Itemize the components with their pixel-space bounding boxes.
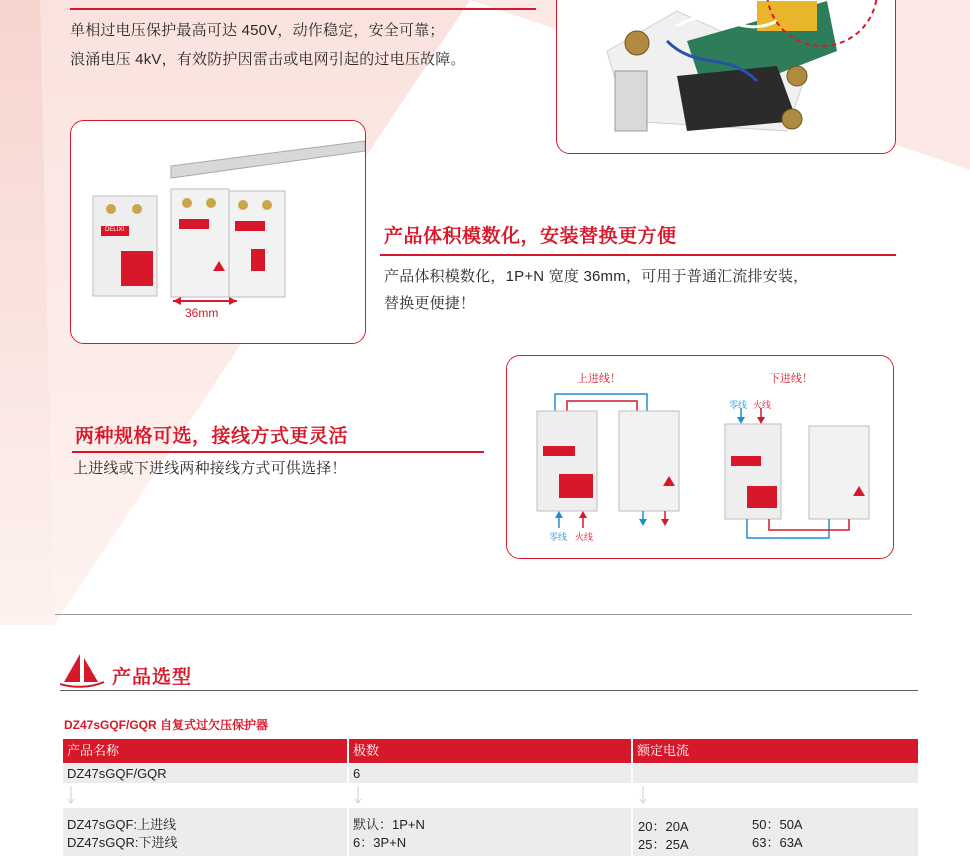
top-entry-label: 上进线！: [577, 373, 621, 385]
neutral-label-top: 零线: [549, 532, 568, 542]
header-poles: 极数: [349, 739, 631, 763]
section-title: 产品选型: [112, 667, 193, 688]
arrow-down-icon: [638, 786, 648, 806]
current-option-25: 25：25A: [638, 837, 689, 852]
dimension-label: 36mm: [185, 306, 219, 320]
overvoltage-line-1: 单相过电压保护最高可达 450V，动作稳定，安全可靠；: [70, 22, 445, 39]
name-option-bottom-entry: DZ47sGQR:下进线: [67, 835, 178, 850]
overvoltage-line-2: 浪涌电压 4kV，有效防护因雷击或电网引起的过电压故障。: [70, 51, 466, 68]
bottom-entry-label: 下进线！: [769, 373, 813, 385]
circuit-board-photo: [556, 0, 896, 154]
wiring-title: 两种规格可选，接线方式更灵活: [75, 426, 349, 447]
cell-pole-options: [349, 808, 631, 856]
sail-logo-icon: [60, 652, 104, 688]
live-label-bottom: 火线: [753, 400, 772, 410]
arrow-down-icon: [66, 786, 76, 806]
current-option-63: 63：63A: [752, 835, 803, 850]
modular-line-2: 替换更便捷！: [384, 295, 476, 312]
modular-line-1: 产品体积模数化，1P+N 宽度 36mm，可用于普通汇流排安装，: [384, 268, 809, 285]
cell-current-code: [633, 764, 918, 783]
table-subtitle: DZ47sGQF/GQR 自复式过欠压保护器: [64, 718, 269, 732]
section-divider: [55, 614, 912, 615]
breaker-modular-photo: [70, 120, 366, 344]
live-label-top: 火线: [575, 532, 594, 542]
modular-title: 产品体积模数化，安装替换更方便: [384, 226, 677, 247]
header-product-name: 产品名称: [63, 739, 347, 763]
header-rated-current: 额定电流: [633, 739, 918, 763]
top-rule: [70, 8, 536, 10]
cell-poles-code: 6: [349, 764, 631, 783]
wiring-rule: [72, 451, 484, 453]
pole-option-3pn: 6：3P+N: [353, 835, 407, 850]
pole-option-default: 默认：1P+N: [353, 817, 425, 832]
arrow-down-icon: [353, 786, 363, 806]
current-option-50: 50：50A: [752, 817, 803, 832]
cell-model: DZ47sGQF/GQR: [63, 764, 347, 783]
neutral-label-bottom: 零线: [729, 400, 748, 410]
wiring-line-1: 上进线或下进线两种接线方式可供选择！: [73, 460, 347, 477]
name-option-top-entry: DZ47sGQF:上进线: [67, 817, 177, 832]
wiring-diagram: [506, 355, 894, 559]
brand-label: DELIXI: [105, 227, 125, 233]
section-rule: [60, 690, 918, 691]
current-option-20: 20：20A: [638, 819, 689, 834]
cell-name-options: [63, 808, 347, 856]
modular-rule: [380, 254, 896, 256]
